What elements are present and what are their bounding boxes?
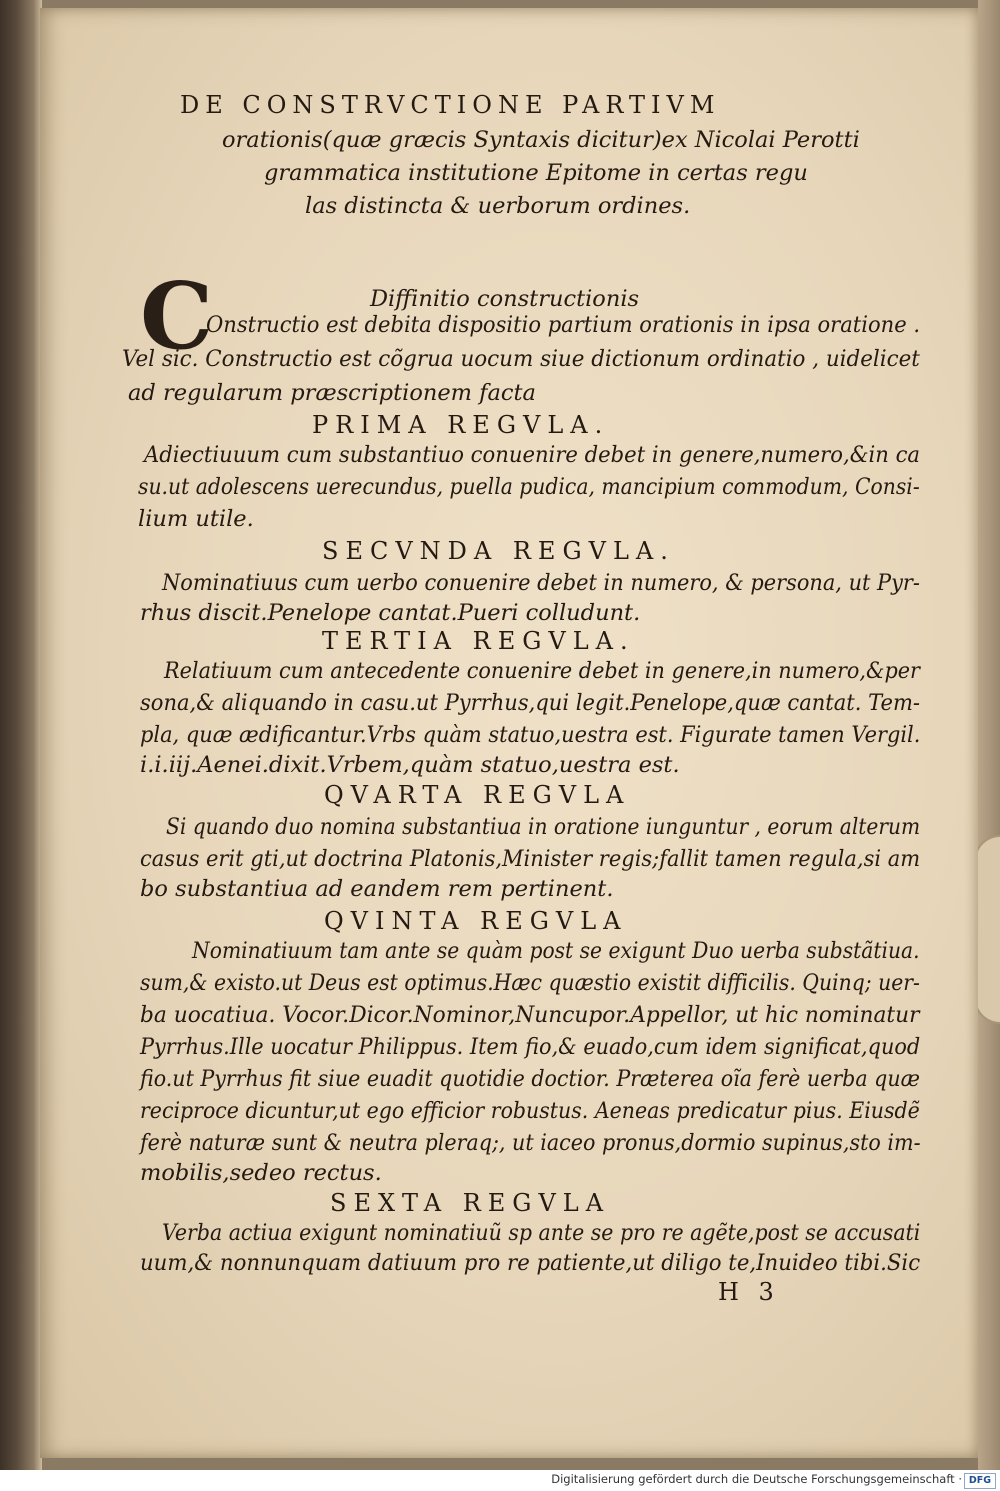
title-line-1: DE CONSTRVCTIONE PARTIVM — [180, 91, 721, 119]
book-spine — [0, 0, 42, 1470]
rule-2-line-2: rhus discit.Penelope cantat.Pueri colludunt. — [140, 600, 641, 626]
page-edge — [978, 0, 1000, 1470]
rule-3-line-2: sona,& aliquando in casu.ut Pyrrhus,qui legit.Penelope,quæ cantat. Tem- — [140, 690, 921, 716]
rule-1-heading: PRIMA REGVLA. — [312, 411, 610, 439]
rule-2-line-1: Nominatiuus cum uerbo conuenire debet in numero, & persona, ut Pyr- — [162, 570, 920, 596]
rule-5-line-4: Pyrrhus.Ille uocatur Philippus. Item fio,& euado,cum idem significat,quod — [140, 1034, 921, 1060]
signature-mark: H 3 — [718, 1278, 780, 1306]
rule-4-line-3: bo substantiua ad eandem rem pertinent. — [140, 876, 614, 902]
definition-line-2: Vel sic. Constructio est cõgrua uocum siue dictionum ordinatio , uidelicet — [122, 346, 920, 372]
rule-2-heading: SECVNDA REGVLA. — [322, 537, 675, 565]
digitization-footer — [0, 1470, 1000, 1491]
dfg-logo: DFG — [964, 1473, 996, 1489]
rule-1-line-1: Adiectiuuum cum substantiuo conuenire debet in genere,numero,&in ca — [144, 442, 921, 468]
rule-1-line-3: lium utile. — [138, 506, 254, 532]
definition-heading: Diffinitio constructionis — [370, 286, 640, 312]
rule-3-heading: TERTIA REGVLA. — [322, 627, 635, 655]
footer-credit: Digitalisierung gefördert durch die Deutsche Forschungsgemeinschaft · — [551, 1472, 962, 1486]
title-line-2: orationis(quæ græcis Syntaxis dicitur)ex Nicolai Perotti — [222, 127, 860, 153]
rule-5-line-1: Nominatiuum tam ante se quàm post se exigunt Duo uerba substãtiua. — [192, 938, 920, 964]
rule-4-heading: QVARTA REGVLA — [324, 781, 631, 809]
page-text — [40, 8, 978, 1458]
rule-1-line-2: su.ut adolescens uerecundus, puella pudica, mancipium commodum, Consi- — [138, 474, 920, 500]
rule-4-line-2: casus erit gti,ut doctrina Platonis,Minister regis;fallit tamen regula,si am — [140, 846, 921, 872]
rule-5-line-7: ferè naturæ sunt & neutra pleraq;, ut iaceo pronus,dormio supinus,sto im- — [140, 1130, 921, 1156]
decorative-initial: C — [140, 262, 214, 370]
rule-5-line-6: reciproce dicuntur,ut ego efficior robustus. Aeneas predicatur pius. Eiusdẽ — [140, 1098, 920, 1124]
rule-6-line-2: uum,& nonnunquam datiuum pro re patiente,ut diligo te,Inuideo tibi.Sic — [140, 1250, 921, 1276]
book-page — [40, 8, 978, 1458]
definition-line-3: ad regularum præscriptionem facta — [128, 380, 536, 406]
rule-3-line-4: i.i.iij.Aenei.dixit.Vrbem,quàm statuo,uestra est. — [140, 752, 680, 778]
rule-3-line-3: pla, quæ ædificantur.Vrbs quàm statuo,uestra est. Figurate tamen Vergil. — [140, 722, 921, 748]
rule-5-line-5: fio.ut Pyrrhus fit siue euadit quotidie doctior. Præterea oĩa ferè uerba quæ — [140, 1066, 920, 1092]
rule-5-line-3: ba uocatiua. Vocor.Dicor.Nominor,Nuncupor.Appellor, ut hic nominatur — [140, 1002, 920, 1028]
rule-5-line-8: mobilis,sedeo rectus. — [140, 1160, 382, 1186]
rule-6-heading: SEXTA REGVLA — [330, 1189, 611, 1217]
title-line-3: grammatica institutione Epitome in certas regu — [264, 160, 808, 186]
rule-4-line-1: Si quando duo nomina substantiua in oratione iunguntur , eorum alterum — [166, 814, 921, 840]
rule-6-line-1: Verba actiua exigunt nominatiuũ sp ante se pro re agẽte,post se accusati — [162, 1220, 921, 1246]
rule-5-line-2: sum,& existo.ut Deus est optimus.Hæc quæstio existit difficilis. Quinq; uer- — [140, 970, 920, 996]
title-line-4: las distincta & uerborum ordines. — [305, 193, 691, 219]
definition-line-1: Onstructio est debita dispositio partium orationis in ipsa oratione . — [206, 312, 921, 338]
rule-3-line-1: Relatiuum cum antecedente conuenire debet in genere,in numero,&per — [164, 658, 920, 684]
rule-5-heading: QVINTA REGVLA — [324, 907, 628, 935]
